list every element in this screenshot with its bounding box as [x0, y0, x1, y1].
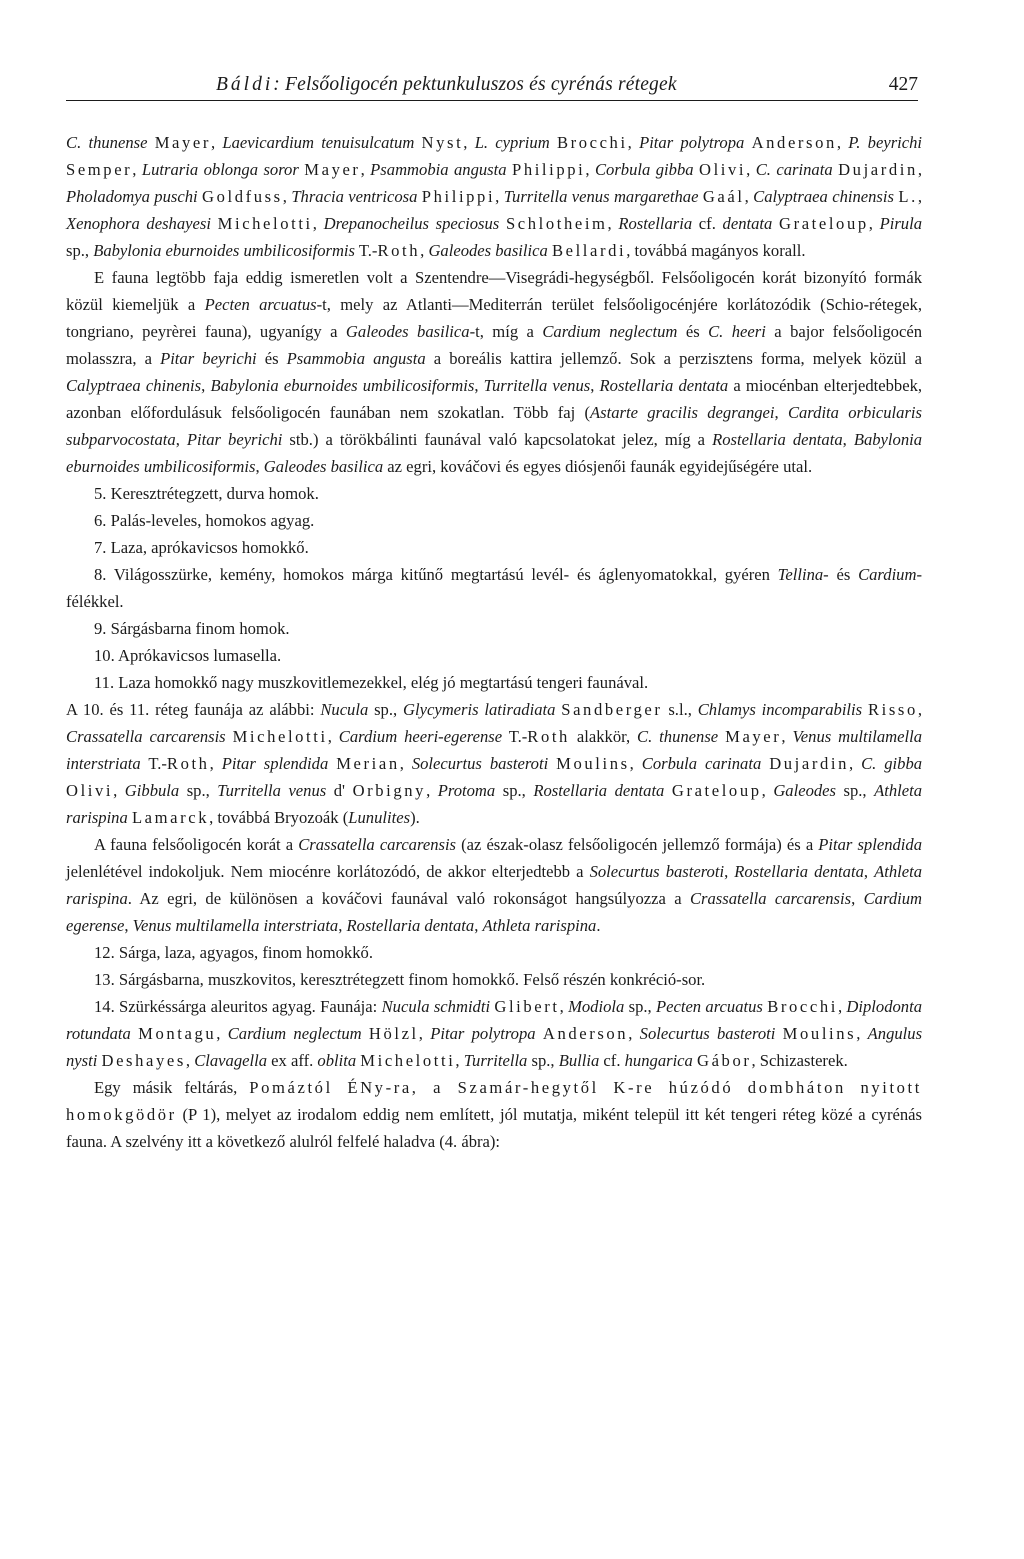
author-name: Bellardi: [551, 241, 627, 260]
taxon-name: Cardium: [858, 565, 917, 584]
taxon-name: Solecurtus basteroti: [411, 754, 549, 773]
taxon-name: Pitar beyrichi: [160, 349, 257, 368]
taxon-name: C. thunense: [637, 727, 719, 746]
taxon-name: Venus multilamella interstriata: [66, 727, 922, 773]
layer-14: 14. Szürkéssárga aleuritos agyag. Faunája: Nucula schmidti Glibert, Modiola sp., Pecten arcuatus Brocchi, Diplodonta rotundata Montagu, Cardium neglectum Hölzl, Pitar polytropa Anderson, Solecurtus basteroti Moulins, Angulus nysti Deshayes, Clavagella ex aff. oblita Michelotti, Turritella sp., Bullia cf. hungarica Gábor, Schizasterek.: [66, 997, 923, 1070]
author-name: Michelotti: [360, 1051, 456, 1070]
taxon-name: dentata: [722, 214, 773, 233]
taxon-name: Pitar polytropa: [430, 1024, 536, 1043]
taxon-name: Gibbula: [124, 781, 180, 800]
taxon-name: oblita: [317, 1051, 357, 1070]
author-name: Schlotheim: [505, 214, 608, 233]
layer-8: 8. Világosszürke, kemény, homokos márga kitűnő megtartású levél- és áglenyomatokkal, gyéren Tellina- és Cardium-félékkel.: [66, 565, 922, 611]
author-name: Dujardin: [769, 754, 849, 773]
taxon-name: Glycymeris latiradiata: [403, 700, 556, 719]
taxon-name: Corbula carinata: [641, 754, 762, 773]
running-header: [66, 72, 918, 101]
taxon-name: Chlamys incomparabilis: [697, 700, 863, 719]
taxon-name: Pirula: [879, 214, 923, 233]
author-name: Roth: [166, 754, 210, 773]
taxon-name: Turritella venus margarethae: [503, 187, 699, 206]
author-name: Gaál: [702, 187, 745, 206]
taxon-name: hungarica: [624, 1051, 693, 1070]
taxon-name: Clavagella: [194, 1051, 268, 1070]
taxon-name: Angulus nysti: [66, 1024, 923, 1070]
taxon-name: Pitar splendida: [818, 835, 922, 854]
taxon-name: Lunulites: [348, 808, 411, 827]
taxon-name: Rostellaria dentata: [734, 862, 864, 881]
taxon-name: Cardium neglectum: [227, 1024, 362, 1043]
taxon-name: Rostellaria dentata: [599, 376, 729, 395]
taxon-name: Venus multilamella interstriata: [132, 916, 339, 935]
author-name: Anderson: [751, 133, 837, 152]
taxon-name: Nucula: [320, 700, 369, 719]
taxon-name: Pitar beyrichi: [186, 430, 283, 449]
taxon-name: C. carinata: [755, 160, 833, 179]
layer-5: 5. Keresztrétegzett, durva homok.: [94, 484, 319, 503]
taxon-name: Babylonia eburnoides umbilicosiformis: [210, 376, 475, 395]
taxon-name: Babylonia eburnoides umbilicosiformis: [66, 430, 923, 476]
journal-page: [66, 72, 922, 1155]
taxon-name: L. cyprium: [474, 133, 550, 152]
taxon-name: Cardita orbicularis subparvocostata: [66, 403, 922, 449]
author-name: Pomáztól ÉNy-ra, a Szamár-hegytől K-re húzódó dombháton nyitott homokgödör: [66, 1078, 922, 1124]
author-name: Moulins: [782, 1024, 857, 1043]
author-name: Roth: [377, 241, 421, 260]
taxon-name: Pitar polytropa: [639, 133, 745, 152]
author-name: Mayer: [304, 160, 361, 179]
header-author: Báldi: [216, 74, 274, 95]
taxon-name: Tellina: [777, 565, 824, 584]
taxon-name: Crassatella carcarensis: [298, 835, 457, 854]
taxon-name: Pholadomya puschi: [66, 187, 198, 206]
paragraph-pomaz-outcrop: Egy másik feltárás, Pomáztól ÉNy-ra, a Szamár-hegytől K-re húzódó dombháton nyitott homokgödör (P 1), melyet az irodalom eddig nem említett, jól mutatja, miként települ itt két tengeri réteg közé a cyrénás fauna. A szelvény itt a következő alulról felfelé haladva (4. ábra):: [66, 1078, 922, 1151]
paragraph-age-discussion: A fauna felsőoligocén korát a Crassatella carcarensis (az észak-olasz felsőoligocén jellemző formája) és a Pitar splendida jelenlétével indokoljuk. Nem miocénre korlátozódó, de akkor elterjedtebb a Solecurtus basteroti, Rostellaria dentata, Athleta rarispina. Az egri, de különösen a kováčovi faunával való rokonságot hangsúlyozza a Crassatella carcarensis, Cardium egerense, Venus multilamella interstriata, Rostellaria dentata, Athleta rarispina.: [66, 835, 923, 935]
taxon-name: Rostellaria dentata: [346, 916, 475, 935]
taxon-name: Turritella: [463, 1051, 528, 1070]
taxon-name: Galeodes: [773, 781, 836, 800]
layer-13: 13. Sárgásbarna, muszkovitos, keresztrétegzett finom homokkő. Felső részén konkréció-sor.: [94, 970, 706, 989]
taxon-name: Galeodes basilica: [428, 241, 548, 260]
taxon-name: Nucula schmidti: [381, 997, 491, 1016]
taxon-name: Crassatella carcarensis: [689, 889, 852, 908]
taxon-name: Pecten arcuatus: [655, 997, 763, 1016]
taxon-name: Babylonia eburnoides umbilicosiformis: [93, 241, 356, 260]
taxon-name: Cardium egerense: [66, 889, 923, 935]
taxon-name: Psammobia angusta: [370, 160, 507, 179]
author-name: Olivi: [699, 160, 747, 179]
taxon-name: Cardium heeri-egerense: [338, 727, 503, 746]
paragraph-fauna-list-continued: C. thunense Mayer, Laevicardium tenuisulcatum Nyst, L. cyprium Brocchi, Pitar polytropa Anderson, P. beyrichi Semper, Lutraria oblonga soror Mayer, Psammobia angusta Philippi, Corbula gibba Olivi, C. carinata Dujardin, Pholadomya puschi Goldfuss, Thracia ventricosa Philippi, Turritella venus margarethae Gaál, Calyptraea chinensis L., Xenophora deshayesi Michelotti, Drepanocheilus speciosus Schlotheim, Rostellaria cf. dentata Grateloup, Pirula sp., Babylonia eburnoides umbilicosiformis T.-Roth, Galeodes basilica Bellardi, továbbá magányos korall.: [66, 133, 923, 260]
author-name: Goldfuss: [202, 187, 283, 206]
taxon-name: Rostellaria dentata: [712, 430, 843, 449]
author-name: Roth: [527, 727, 570, 746]
author-name: Dujardin: [838, 160, 918, 179]
author-name: Montagu: [138, 1024, 217, 1043]
taxon-name: Solecurtus basteroti: [639, 1024, 776, 1043]
author-name: Anderson: [542, 1024, 629, 1043]
taxon-name: Xenophora deshayesi: [66, 214, 211, 233]
author-name: Deshayes: [101, 1051, 186, 1070]
author-name: Nyst: [421, 133, 464, 152]
page-number: 427: [888, 74, 918, 95]
taxon-name: Lutraria oblonga soror: [141, 160, 299, 179]
taxon-name: C. heeri: [708, 322, 766, 341]
taxon-name: Pecten arcuatus: [204, 295, 317, 314]
author-name: Hölzl: [368, 1024, 419, 1043]
taxon-name: Calyptraea chinenis: [66, 376, 202, 395]
author-name: Semper: [66, 160, 133, 179]
running-title: [216, 74, 677, 96]
taxon-name: Psammobia angusta: [286, 349, 426, 368]
author-name: Mayer: [725, 727, 782, 746]
layer-6: 6. Palás-leveles, homokos agyag.: [94, 511, 315, 530]
taxon-name: C. thunense: [66, 133, 148, 152]
taxon-name: Calyptraea chinensis: [753, 187, 894, 206]
taxon-name: Galeodes basilica: [345, 322, 470, 341]
taxon-name: Solecurtus basteroti: [589, 862, 725, 881]
paragraph-fauna-layers-10-11: A 10. és 11. réteg faunája az alábbi: Nucula sp., Glycymeris latiradiata Sandberger s.l., Chlamys incomparabilis Risso, Crassatella carcarensis Michelotti, Cardium heeri-egerense T.-Roth alakkör, C. thunense Mayer, Venus multilamella interstriata T.-Roth, Pitar splendida Merian, Solecurtus basteroti Moulins, Corbula carinata Dujardin, C. gibba Olivi, Gibbula sp., Turritella venus d' Orbigny, Protoma sp., Rostellaria dentata Grateloup, Galeodes sp., Athleta rarispina Lamarck, továbbá Bryozoák (Lunulites).: [66, 700, 923, 827]
layer-11: 11. Laza homokkő nagy muszkovitlemezekkel, elég jó megtartású tengeri faunával.: [94, 673, 649, 692]
taxon-name: Protoma: [437, 781, 496, 800]
taxon-name: Athleta rarispina: [66, 862, 923, 908]
header-article-title: : Felsőoligocén pektunkuluszos és cyrénás rétegek: [273, 74, 677, 95]
author-name: Lamarck: [131, 808, 210, 827]
author-name: Sandberger: [561, 700, 663, 719]
taxon-name: C. gibba: [861, 754, 923, 773]
layer-10: 10. Aprókavicsos lumasella.: [94, 646, 282, 665]
author-name: Grateloup: [671, 781, 762, 800]
taxon-name: Athleta rarispina: [482, 916, 597, 935]
taxon-name: Turritella venus: [483, 376, 591, 395]
author-name: Olivi: [66, 781, 114, 800]
taxon-name: P. beyrichi: [848, 133, 923, 152]
paragraph-fauna-discussion: E fauna legtöbb faja eddig ismeretlen volt a Szentendre—Visegrádi-hegységből. Felsőoligocén korát bizonyító formák közül kiemeljük a Pecten arcuatus-t, mely az Atlanti—Mediterrán terület felsőoligocénjére korlátozódik (Schio-rétegek, tongriano, peyrèrei fauna), ugyanígy a Galeodes basilica-t, míg a Cardium neglectum és C. heeri a bajor felsőoligocén molasszra, a Pitar beyrichi és Psammobia angusta a boreális kattira jellemző. Sok a perzisztens forma, melyek közül a Calyptraea chinenis, Babylonia eburnoides umbilicosiformis, Turritella venus, Rostellaria dentata a miocénban elterjedtebbek, azonban előfordulásuk felsőoligocén faunában nem szokatlan. Több faj (Astarte gracilis degrangei, Cardita orbicularis subparvocostata, Pitar beyrichi stb.) a törökbálinti faunával való kapcsolatokat jelez, míg a Rostellaria dentata, Babylonia eburnoides umbilicosiformis, Galeodes basilica az egri, kováčovi és egyes diósjenői faunák egyidejűségére utal.: [66, 268, 923, 476]
author-name: Moulins: [556, 754, 630, 773]
author-name: Mayer: [154, 133, 212, 152]
taxon-name: Astarte gracilis degrangei: [590, 403, 775, 422]
taxon-name: Athleta rarispina: [66, 781, 923, 827]
author-name: L.: [898, 187, 918, 206]
author-name: Michelotti: [217, 214, 313, 233]
layer-12: 12. Sárga, laza, agyagos, finom homokkő.: [94, 943, 373, 962]
taxon-name: Bullia: [558, 1051, 600, 1070]
author-name: Philippi: [421, 187, 496, 206]
author-name: Brocchi: [767, 997, 838, 1016]
taxon-name: Crassatella carcarensis: [66, 727, 226, 746]
layer-7: 7. Laza, aprókavicsos homokkő.: [94, 538, 309, 557]
taxon-name: Galeodes basilica: [263, 457, 384, 476]
taxon-name: Cardium neglectum: [542, 322, 678, 341]
taxon-name: Turritella venus: [217, 781, 327, 800]
author-name: Orbigny: [352, 781, 427, 800]
taxon-name: Pitar splendida: [221, 754, 329, 773]
author-name: Merian: [336, 754, 400, 773]
author-name: Brocchi: [556, 133, 628, 152]
taxon-name: Laevicardium tenuisulcatum: [222, 133, 415, 152]
author-name: Gábor: [697, 1051, 752, 1070]
taxon-name: Diplodonta rotundata: [66, 997, 923, 1043]
layer-9: 9. Sárgásbarna finom homok.: [94, 619, 290, 638]
author-name: Michelotti: [232, 727, 328, 746]
taxon-name: Corbula gibba: [594, 160, 694, 179]
taxon-name: Modiola: [568, 997, 625, 1016]
author-name: Philippi: [511, 160, 586, 179]
author-name: Grateloup: [779, 214, 869, 233]
taxon-name: Drepanocheilus speciosus: [323, 214, 500, 233]
article-body: [66, 129, 922, 1155]
taxon-name: Rostellaria: [618, 214, 693, 233]
author-name: Glibert: [494, 997, 560, 1016]
author-name: Risso: [867, 700, 918, 719]
taxon-name: Rostellaria dentata: [533, 781, 665, 800]
taxon-name: Thracia ventricosa: [291, 187, 418, 206]
